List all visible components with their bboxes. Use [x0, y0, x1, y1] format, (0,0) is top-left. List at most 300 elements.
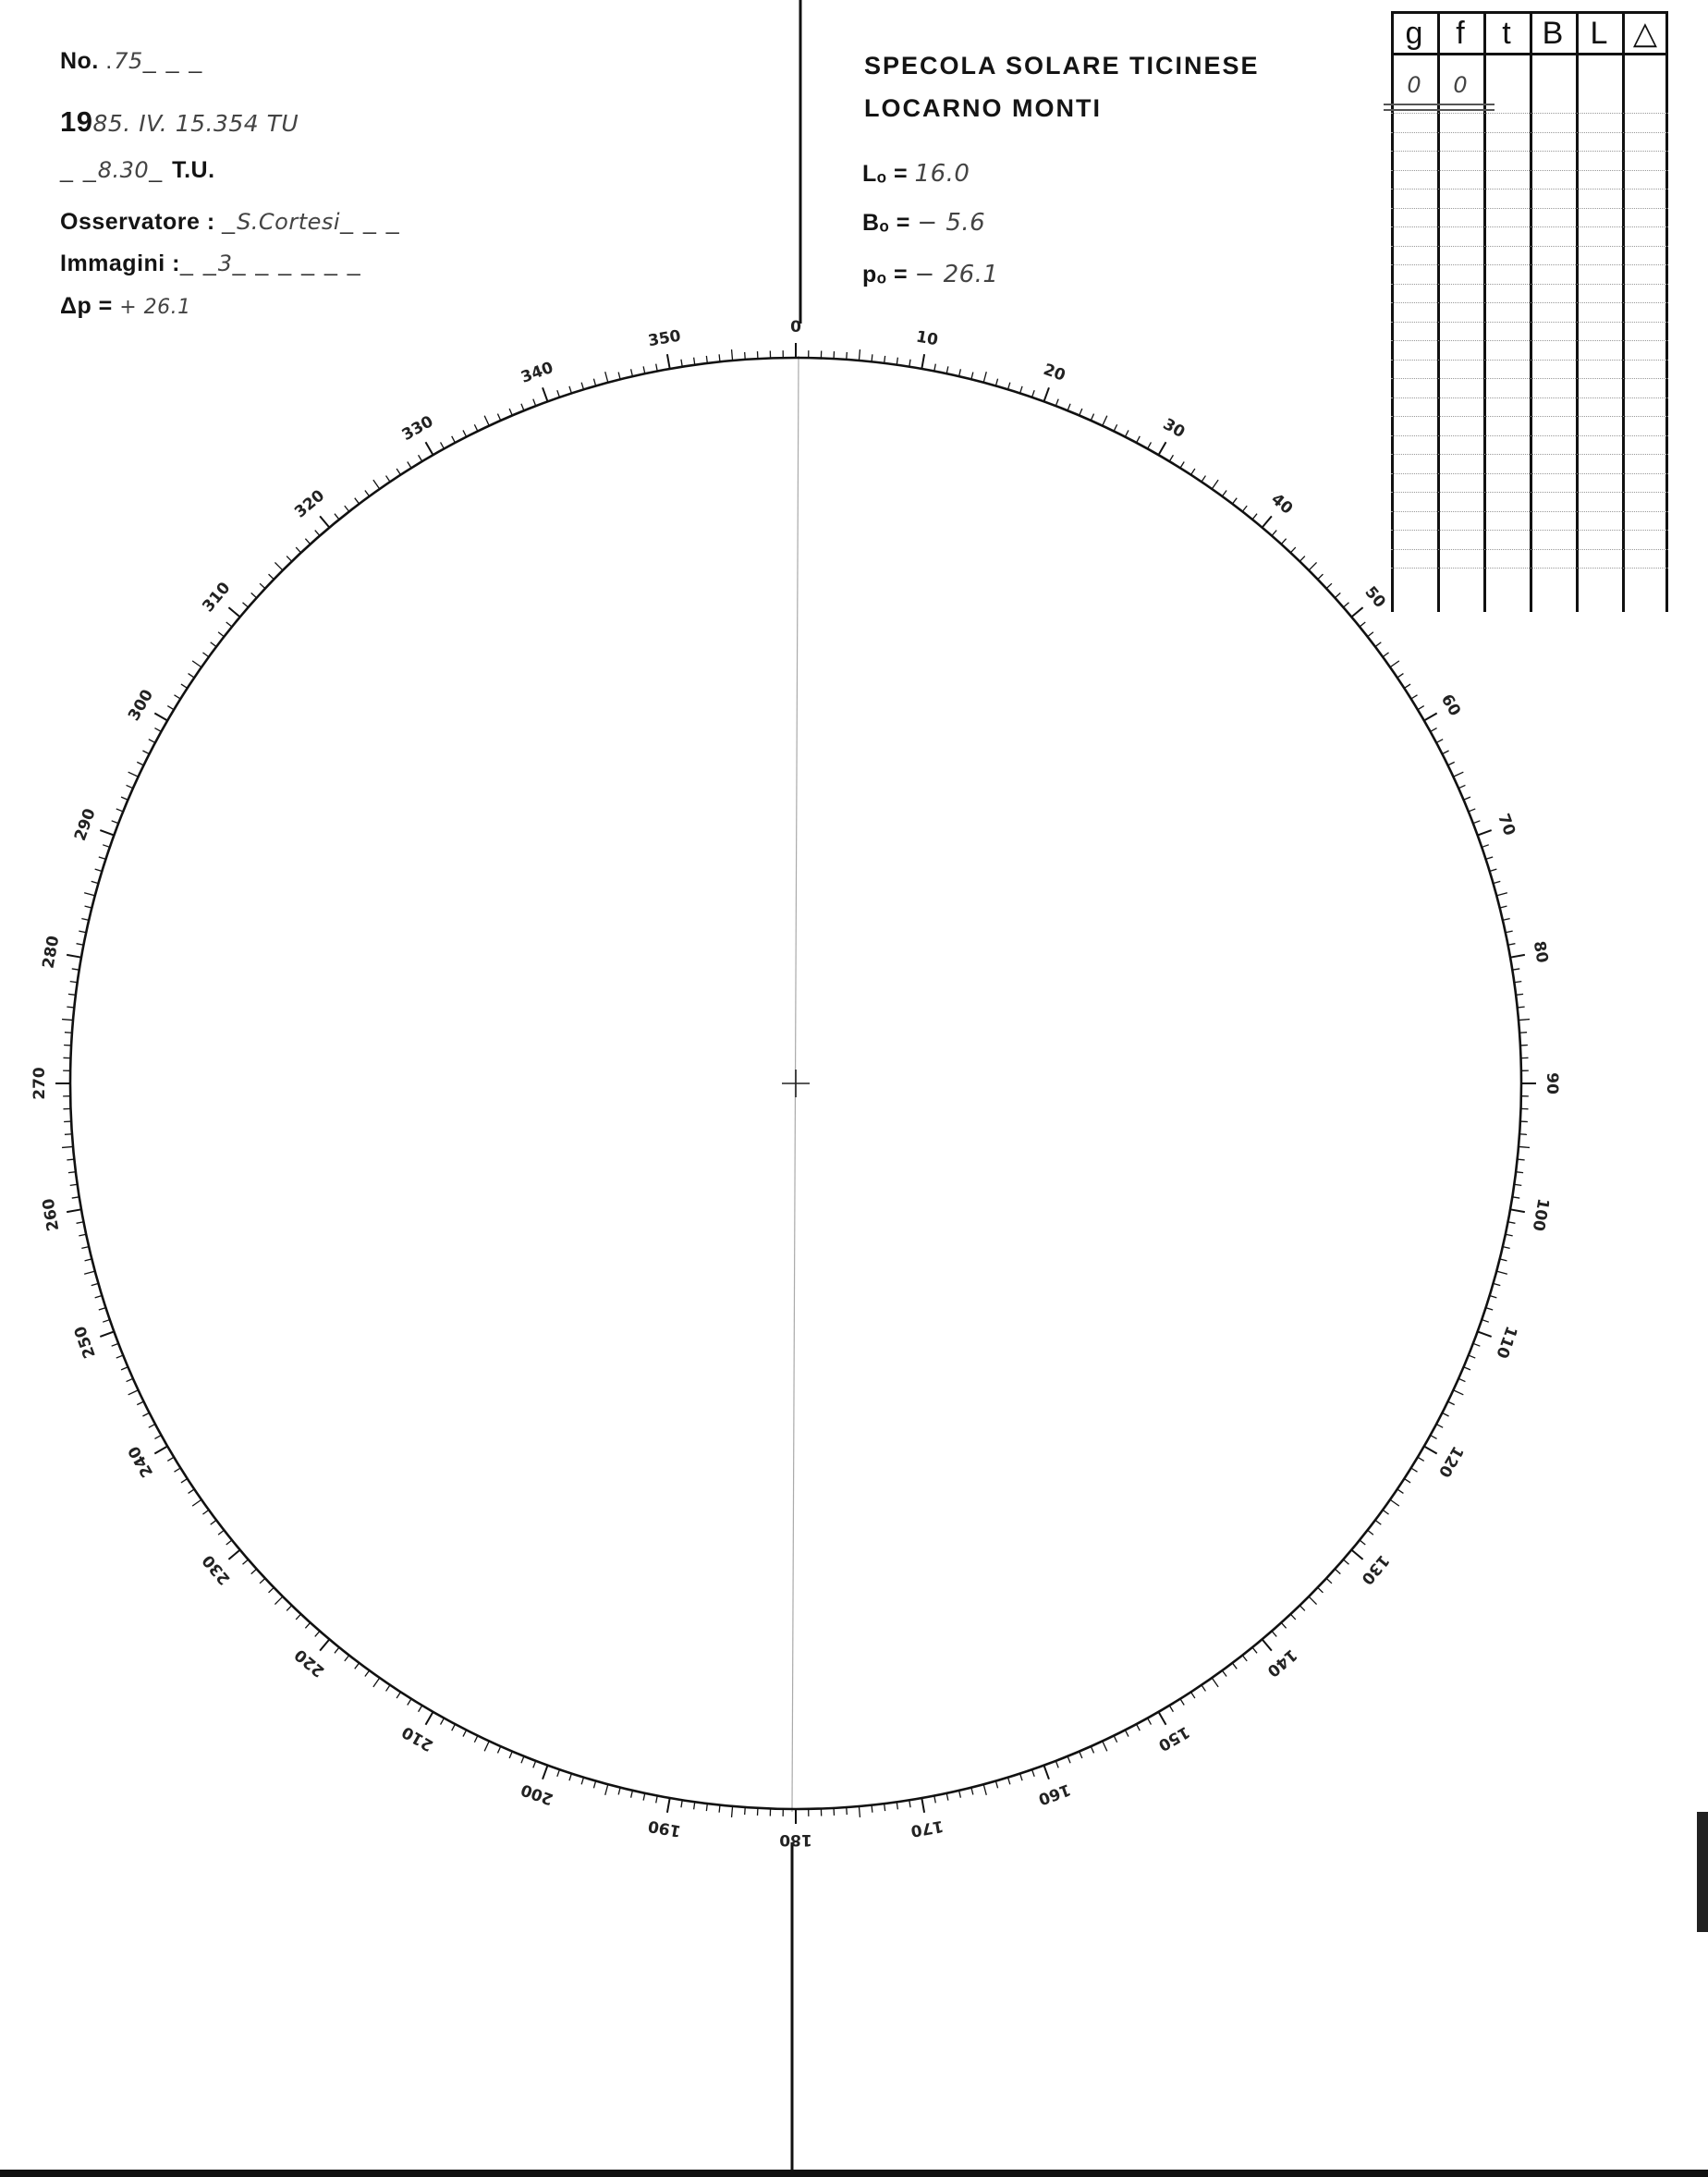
- disk-tick: [228, 607, 239, 617]
- observer-row: Osservatore : _S.Cortesi_ _ _: [60, 209, 401, 235]
- disk-tick: [1397, 1489, 1404, 1493]
- images-label: Immagini :: [60, 251, 181, 276]
- sheet-number-value: 75: [114, 48, 143, 74]
- disk-tick: [181, 1479, 188, 1483]
- disk-tick: [1519, 1134, 1527, 1135]
- disk-tick: [116, 1355, 123, 1358]
- disk-tick: [128, 772, 139, 777]
- disk-tick: [463, 430, 467, 436]
- disk-tick: [1125, 430, 1128, 436]
- observatory-subtitle: LOCARNO MONTI: [864, 94, 1102, 122]
- disk-tick: [656, 364, 658, 372]
- col-header-g: g: [1405, 16, 1423, 51]
- disk-tick: [1512, 969, 1519, 970]
- disk-label-290: 290: [70, 806, 100, 844]
- disk-tick: [1222, 1670, 1226, 1676]
- sheet-number-label: No.: [60, 48, 99, 74]
- disk-tick: [1032, 390, 1035, 397]
- disk-tick: [189, 674, 195, 678]
- disk-tick: [287, 1606, 292, 1611]
- disk-tick: [137, 1401, 143, 1405]
- disk-tick: [305, 1622, 310, 1628]
- disk-label-110: 110: [1492, 1323, 1521, 1361]
- disk-tick: [426, 442, 433, 455]
- disk-tick: [1519, 1146, 1530, 1147]
- disk-tick: [396, 469, 400, 475]
- disk-tick: [1114, 1736, 1117, 1743]
- disk-tick: [995, 1781, 997, 1789]
- disk-tick: [1008, 1778, 1010, 1785]
- disk-tick: [1299, 1606, 1305, 1611]
- disk-label-10: 10: [914, 327, 940, 350]
- disk-tick: [70, 1184, 78, 1185]
- disk-tick: [1404, 684, 1410, 688]
- disk-tick: [1242, 1656, 1247, 1661]
- disk-tick: [631, 1791, 633, 1798]
- disk-tick: [1008, 383, 1010, 390]
- b0-value: − 5.6: [917, 209, 986, 237]
- images-value: 3: [217, 251, 233, 276]
- disk-label-170: 170: [909, 1816, 946, 1841]
- disk-tick: [667, 354, 670, 369]
- disk-tick: [408, 462, 411, 469]
- col-header-l: L: [1590, 16, 1608, 51]
- disk-tick: [167, 1457, 174, 1461]
- disk-tick: [1390, 1499, 1399, 1506]
- disk-tick: [365, 1670, 370, 1676]
- disk-tick: [1453, 772, 1463, 777]
- disk-tick: [1252, 1647, 1257, 1653]
- disk-tick: [1148, 1718, 1152, 1725]
- disk-tick: [211, 642, 216, 647]
- disk-tick: [1418, 706, 1424, 710]
- disk-tick: [1375, 1520, 1381, 1524]
- disk-label-220: 220: [291, 1645, 329, 1681]
- disk-tick: [521, 404, 524, 410]
- disk-tick: [1503, 1247, 1510, 1249]
- disk-tick: [100, 830, 114, 835]
- disk-tick: [441, 1718, 445, 1725]
- disk-tick: [719, 354, 720, 361]
- disk-tick: [1272, 1631, 1276, 1636]
- disk-tick: [1191, 1692, 1195, 1698]
- disk-tick: [543, 387, 547, 401]
- disk-tick: [320, 1639, 329, 1650]
- disk-tick: [859, 1806, 860, 1817]
- p0-label: pₒ =: [862, 262, 909, 287]
- disk-tick: [62, 1146, 73, 1147]
- disk-label-70: 70: [1494, 811, 1519, 838]
- disk-tick: [1103, 416, 1107, 426]
- disk-tick: [1335, 1569, 1340, 1573]
- disk-tick: [355, 1663, 360, 1669]
- col-header-f: f: [1456, 16, 1465, 51]
- disk-tick: [667, 1798, 670, 1813]
- disk-tick: [1431, 728, 1437, 732]
- disk-tick: [1068, 1756, 1070, 1763]
- disk-tick: [1448, 1401, 1455, 1405]
- disk-tick: [732, 349, 733, 361]
- disk-tick: [1496, 1271, 1507, 1274]
- disk-tick: [128, 1390, 139, 1395]
- disk-tick: [656, 1796, 658, 1804]
- disk-tick: [335, 514, 339, 520]
- disk-tick: [971, 373, 973, 380]
- disk-tick: [1500, 906, 1507, 908]
- disk-label-210: 210: [398, 1721, 437, 1755]
- disk-label-280: 280: [39, 934, 64, 971]
- disk-tick: [946, 366, 948, 373]
- time-row: _ _8.30_ T.U.: [60, 157, 215, 183]
- disk-tick: [859, 349, 860, 361]
- disk-tick: [909, 1800, 910, 1807]
- disk-tick: [1512, 1197, 1519, 1198]
- disk-tick: [1404, 1479, 1410, 1483]
- disk-tick: [1469, 809, 1475, 812]
- disk-tick: [474, 424, 478, 431]
- disk-tick: [959, 369, 961, 376]
- disk-tick: [1368, 1530, 1373, 1535]
- disk-label-310: 310: [199, 579, 235, 617]
- disk-tick: [1458, 785, 1465, 788]
- disk-tick: [1514, 1184, 1521, 1185]
- disk-tick: [1424, 1447, 1437, 1454]
- disk-tick: [1478, 1331, 1492, 1336]
- disk-tick: [67, 1159, 74, 1160]
- disk-tick: [103, 1320, 110, 1323]
- disk-tick: [497, 1746, 500, 1753]
- disk-tick: [509, 409, 512, 415]
- disk-tick: [1436, 740, 1443, 743]
- disk-tick: [934, 364, 936, 372]
- disk-tick: [557, 390, 560, 397]
- disk-tick: [112, 821, 118, 824]
- disk-tick: [426, 1712, 433, 1725]
- disk-tick: [79, 1234, 86, 1236]
- disk-tick: [77, 944, 84, 946]
- disk-label-120: 120: [1434, 1442, 1467, 1481]
- disk-tick: [1212, 480, 1218, 489]
- l0-value: 16.0: [914, 160, 970, 188]
- disk-tick: [1482, 1320, 1489, 1323]
- disk-tick: [1290, 547, 1295, 553]
- disk-label-150: 150: [1154, 1721, 1193, 1755]
- disk-tick: [1464, 1367, 1470, 1370]
- disk-tick: [228, 1550, 239, 1559]
- disk-tick: [533, 1761, 536, 1767]
- disk-tick: [81, 919, 89, 921]
- disk-tick: [127, 1378, 133, 1381]
- disk-label-300: 300: [125, 686, 158, 725]
- disk-tick: [419, 1706, 422, 1712]
- disk-tick: [315, 1631, 320, 1636]
- disk-tick: [116, 809, 123, 812]
- disk-tick: [355, 498, 360, 504]
- disk-tick: [484, 416, 489, 426]
- disk-label-0: 0: [790, 318, 801, 336]
- disk-tick: [243, 603, 249, 607]
- disk-tick: [154, 1436, 161, 1439]
- disk-label-160: 160: [1035, 1780, 1073, 1809]
- disk-tick: [67, 1209, 81, 1212]
- disk-tick: [521, 1756, 524, 1763]
- disk-tick: [1055, 1761, 1058, 1767]
- disk-tick: [1091, 414, 1093, 421]
- scan-edge: [1697, 1812, 1708, 1932]
- disk-tick: [260, 583, 265, 588]
- disk-tick: [618, 373, 620, 380]
- disk-tick: [202, 1510, 208, 1514]
- disk-tick: [127, 785, 133, 788]
- disk-tick: [296, 1614, 300, 1620]
- disk-tick: [99, 1308, 106, 1310]
- disk-tick: [189, 1489, 195, 1493]
- disk-tick: [218, 1530, 224, 1535]
- disk-tick: [1496, 893, 1507, 896]
- disk-tick: [79, 931, 86, 933]
- disk-tick: [959, 1791, 961, 1798]
- disk-tick: [643, 366, 645, 373]
- disk-tick: [1252, 514, 1257, 520]
- disk-tick: [202, 653, 208, 657]
- disk-tick: [1508, 1222, 1516, 1224]
- col-header-b: B: [1542, 16, 1564, 51]
- disk-tick: [226, 1540, 232, 1545]
- disk-tick: [1351, 607, 1362, 617]
- disk-tick: [226, 622, 232, 627]
- disk-tick: [1103, 1741, 1107, 1751]
- disk-label-240: 240: [125, 1442, 158, 1481]
- images-row: Immagini :_ _3_ _ _ _ _ _: [60, 251, 362, 276]
- disk-tick: [983, 372, 986, 383]
- disk-tick: [84, 1271, 95, 1274]
- disk-label-60: 60: [1436, 691, 1464, 720]
- disk-tick: [1453, 1390, 1463, 1395]
- disk-tick: [1212, 1678, 1218, 1687]
- disk-tick: [65, 1134, 72, 1135]
- disk-label-100: 100: [1528, 1196, 1553, 1233]
- disk-tick: [67, 955, 81, 958]
- disk-tick: [971, 1788, 973, 1795]
- disk-tick: [386, 476, 390, 483]
- disk-tick: [1351, 1550, 1362, 1559]
- disk-tick: [1068, 404, 1070, 410]
- disk-tick: [643, 1793, 645, 1801]
- disk-tick: [305, 539, 310, 544]
- disk-tick: [474, 1736, 478, 1743]
- disk-tick: [581, 1778, 583, 1785]
- disk-tick: [1148, 442, 1152, 448]
- disk-tick: [1510, 1209, 1525, 1212]
- col-header-t: t: [1502, 16, 1511, 51]
- disk-tick: [1318, 574, 1324, 580]
- disk-label-80: 80: [1529, 939, 1552, 965]
- disk-tick: [484, 1741, 489, 1751]
- disk-tick: [1169, 1706, 1173, 1712]
- disk-tick: [149, 740, 155, 743]
- disk-tick: [1263, 516, 1272, 527]
- disk-tick: [1043, 1766, 1048, 1780]
- disk-tick: [1191, 469, 1195, 475]
- disk-tick: [1202, 1685, 1205, 1692]
- disk-tick: [142, 1413, 149, 1416]
- disk-tick: [365, 490, 370, 495]
- disk-tick: [694, 358, 695, 365]
- disk-tick: [269, 574, 274, 580]
- disk-tick: [533, 399, 536, 406]
- disk-tick: [70, 982, 78, 983]
- disk-tick: [1436, 1425, 1443, 1428]
- disk-label-330: 330: [398, 412, 437, 446]
- disk-tick: [85, 906, 92, 908]
- disk-label-130: 130: [1357, 1550, 1393, 1588]
- cell-g: 0: [1407, 72, 1421, 98]
- disk-tick: [72, 969, 79, 970]
- disk-tick: [1383, 653, 1388, 657]
- disk-tick: [1318, 1587, 1324, 1593]
- disk-tick: [345, 1656, 349, 1661]
- disk-tick: [1222, 490, 1226, 495]
- disk-tick: [1482, 845, 1489, 848]
- disk-tick: [251, 593, 257, 597]
- disk-tick: [1180, 462, 1184, 469]
- disk-tick: [396, 1692, 400, 1698]
- disk-tick: [557, 1769, 560, 1777]
- disk-tick: [251, 1569, 257, 1573]
- disk-tick: [1494, 881, 1501, 883]
- disk-tick: [1080, 409, 1082, 415]
- disk-tick: [121, 797, 128, 800]
- disk-tick: [921, 1798, 924, 1813]
- disk-tick: [1486, 1308, 1494, 1310]
- disk-tick: [112, 1343, 118, 1346]
- disk-tick: [1242, 506, 1247, 511]
- date-value: 85. IV. 15.354 TU: [92, 110, 299, 137]
- disk-tick: [1518, 1159, 1525, 1160]
- disk-label-350: 350: [646, 326, 683, 351]
- disk-tick: [1335, 593, 1340, 597]
- disk-tick: [154, 714, 167, 721]
- disk-tick: [452, 1724, 456, 1731]
- disk-tick: [1390, 661, 1399, 667]
- disk-tick: [1510, 955, 1525, 958]
- disk-tick: [1375, 642, 1381, 647]
- disk-tick: [345, 506, 349, 511]
- disk-tick: [1020, 1774, 1022, 1781]
- disk-tick: [569, 1774, 571, 1781]
- disk-tick: [1464, 797, 1470, 800]
- disk-tick: [1159, 1712, 1166, 1725]
- disk-tick: [1514, 982, 1521, 983]
- disk-tick: [543, 1766, 547, 1780]
- disk-tick: [605, 372, 608, 383]
- disk-label-50: 50: [1360, 582, 1389, 612]
- disk-tick: [1478, 830, 1492, 835]
- col-header-delta: △: [1632, 16, 1658, 51]
- disk-tick: [269, 1587, 274, 1593]
- disk-tick: [95, 1296, 103, 1298]
- disk-tick: [1180, 1699, 1184, 1706]
- disk-tick: [142, 751, 149, 754]
- disk-tick: [218, 632, 224, 637]
- time-value: 8.30: [97, 157, 150, 183]
- disk-tick: [681, 360, 682, 367]
- disk-tick: [335, 1647, 339, 1653]
- disk-tick: [1519, 1020, 1530, 1021]
- disk-tick: [373, 1678, 380, 1687]
- disk-tick: [1411, 1468, 1418, 1472]
- disk-tick: [72, 1197, 79, 1198]
- disk-label-190: 190: [646, 1816, 683, 1841]
- disk-tick: [296, 547, 300, 553]
- disk-tick: [211, 1520, 216, 1524]
- disk-tick: [1091, 1746, 1093, 1753]
- disk-tick: [100, 1331, 114, 1336]
- disk-tick: [946, 1793, 948, 1801]
- disk-tick: [192, 661, 201, 667]
- disk-tick: [995, 379, 997, 386]
- observer-value: S.Cortesi: [237, 209, 341, 235]
- disk-label-30: 30: [1159, 415, 1189, 443]
- disk-tick: [1458, 1378, 1465, 1381]
- disk-tick: [1055, 399, 1058, 406]
- disk-tick: [1442, 751, 1448, 754]
- disk-tick: [1232, 498, 1237, 504]
- disk-tick: [509, 1752, 512, 1758]
- disk-tick: [497, 414, 500, 421]
- disk-tick: [909, 360, 910, 367]
- disk-tick: [1343, 1559, 1348, 1564]
- disk-label-270: 270: [30, 1067, 49, 1100]
- disk-tick: [1202, 476, 1205, 483]
- observer-label: Osservatore :: [60, 209, 215, 235]
- disk-tick: [605, 1784, 608, 1795]
- disk-tick: [1518, 1007, 1525, 1008]
- disk-tick: [1486, 857, 1494, 859]
- disk-tick: [1080, 1752, 1082, 1758]
- disk-tick: [149, 1425, 155, 1428]
- disk-tick: [719, 1805, 720, 1813]
- disk-tick: [745, 1807, 746, 1815]
- disk-tick: [694, 1802, 695, 1809]
- disk-tick: [441, 442, 445, 448]
- disk-tick: [1043, 387, 1048, 401]
- disk-tick: [1137, 1724, 1141, 1731]
- disk-tick: [569, 386, 571, 394]
- disk-tick: [1232, 1663, 1237, 1669]
- disk-tick: [1473, 1343, 1480, 1346]
- disk-tick: [1503, 919, 1510, 921]
- disk-tick: [243, 1559, 249, 1564]
- date-prefix: 19: [60, 105, 93, 138]
- disk-tick: [847, 1807, 848, 1815]
- disk-tick: [408, 1699, 411, 1706]
- disk-tick: [181, 684, 188, 688]
- disk-tick: [1114, 424, 1117, 431]
- disk-tick: [732, 1806, 733, 1817]
- disk-tick: [95, 869, 103, 871]
- observatory-title: SPECOLA SOLARE TICINESE: [864, 52, 1260, 79]
- disk-tick: [1281, 539, 1286, 544]
- disk-tick: [81, 1247, 89, 1249]
- disk-tick: [1272, 531, 1276, 536]
- disk-tick: [1508, 944, 1516, 946]
- p0-value: − 26.1: [914, 261, 999, 288]
- disk-tick: [154, 728, 161, 732]
- disk-tick: [287, 556, 292, 562]
- disk-tick: [1448, 762, 1455, 765]
- time-label: T.U.: [172, 157, 215, 183]
